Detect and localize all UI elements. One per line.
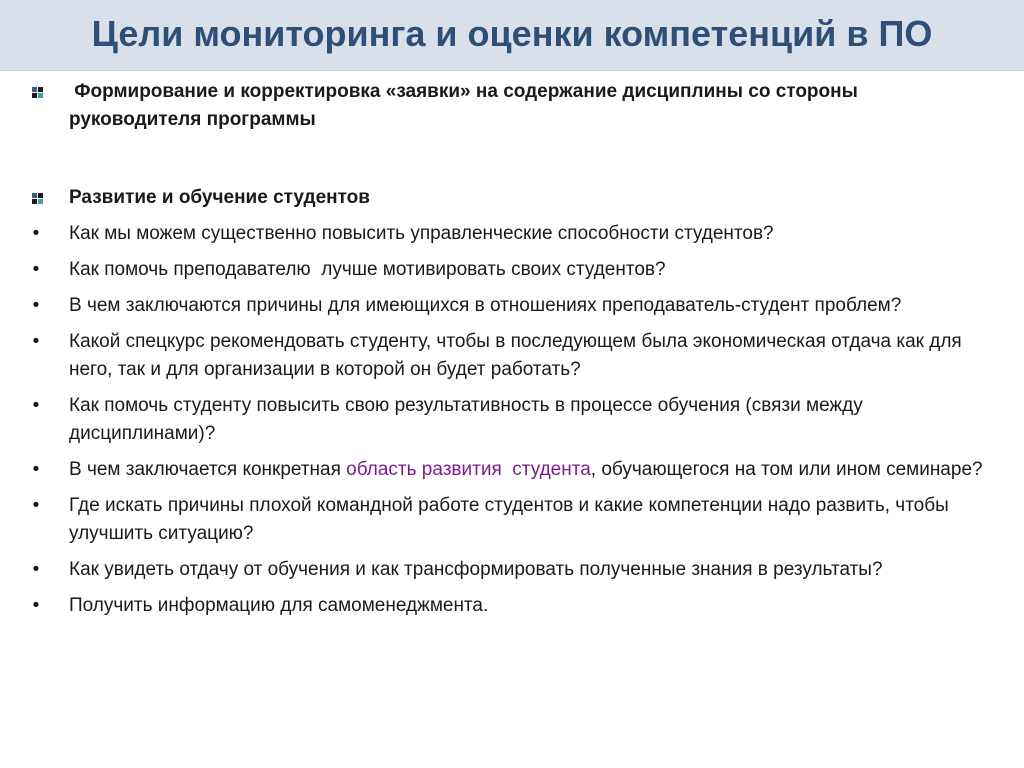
highlighted-phrase: область развития студента	[346, 459, 591, 480]
list-item-text	[69, 459, 983, 480]
list-item-text: Получить информацию для самоменеджмента.	[69, 595, 489, 616]
bullet-dot-icon: •	[32, 223, 40, 244]
list-item-text-after: , обучающегося на том или ином семинаре?	[590, 459, 983, 480]
square-bullet-icon	[32, 87, 43, 98]
square-bullet-icon	[32, 193, 43, 204]
list-item	[30, 492, 990, 548]
slide-title: Цели мониторинга и оценки компетенций в ПО	[91, 13, 933, 54]
list-item-text: Как помочь преподавателю лучше мотивировать своих студентов?	[69, 259, 666, 280]
bullet-dot-icon: •	[32, 259, 40, 280]
bullet-dot-icon: •	[32, 295, 40, 316]
list-item-text: Как помочь студенту повысить свою результативность в процессе обучения (связи между дисциплинами)?	[69, 395, 863, 444]
list-item	[30, 292, 990, 320]
list-item	[30, 220, 990, 248]
slide-content	[30, 78, 990, 620]
bullet-dot-icon: •	[32, 559, 40, 580]
list-item	[30, 392, 990, 448]
section-heading-text: Развитие и обучение студентов	[69, 187, 370, 208]
list-item-text: Какой спецкурс рекомендовать студенту, чтобы в последующем была экономическая отдача как для него, так и для организации в которой он будет работать?	[69, 331, 962, 380]
bullet-dot-icon: •	[32, 495, 40, 516]
list-item	[30, 592, 990, 620]
list-item-text: Как увидеть отдачу от обучения и как трансформировать полученные знания в результаты?	[69, 559, 883, 580]
list-item-text: Где искать причины плохой командной работе студентов и какие компетенции надо развить, чтобы улучшить ситуацию?	[69, 495, 949, 544]
bullet-dot-icon: •	[32, 395, 40, 416]
list-item	[30, 256, 990, 284]
list-item-text-before: В чем заключается конкретная	[69, 459, 347, 480]
bullet-dot-icon: •	[32, 331, 40, 352]
section-heading-request	[30, 78, 990, 134]
list-item-text: В чем заключаются причины для имеющихся в отношениях преподаватель-студент проблем?	[69, 295, 902, 316]
list-item	[30, 328, 990, 384]
list-item	[30, 456, 990, 484]
list-item-text: Как мы можем существенно повысить управленческие способности студентов?	[69, 223, 774, 244]
section-heading-development	[30, 184, 990, 212]
bullet-dot-icon: •	[32, 459, 40, 480]
section-heading-text: Формирование и корректировка «заявки» на содержание дисциплины со стороны руководителя программы	[69, 81, 864, 130]
list-item	[30, 556, 990, 584]
bullet-dot-icon: •	[32, 595, 40, 616]
spacer	[30, 134, 990, 184]
